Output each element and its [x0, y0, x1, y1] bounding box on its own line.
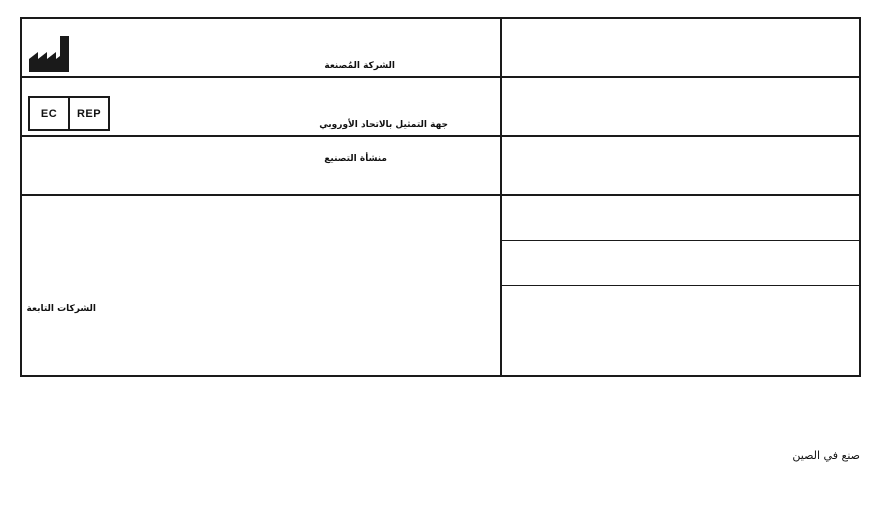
info-table	[20, 17, 861, 377]
ec-rep-symbol-ec: EC	[40, 107, 58, 120]
manufacturing-site-label: منشأة التصنيع	[324, 154, 387, 164]
subsidiaries-label: الشركات التابعة	[26, 304, 96, 314]
row-divider	[22, 194, 859, 196]
subrow-divider	[501, 240, 859, 241]
subrow-divider	[501, 285, 859, 286]
manufacturer-label: الشركة المُصنعة	[324, 61, 395, 71]
row-divider	[22, 76, 859, 78]
row-divider	[22, 135, 859, 137]
ec-rep-label: جهة التمثيل بالاتحاد الأوروبي	[319, 120, 448, 130]
ec-rep-symbol	[28, 96, 110, 131]
made-in-text: صنع في الصين	[792, 449, 860, 462]
factory-icon	[29, 36, 69, 72]
column-divider	[500, 19, 502, 375]
ec-rep-symbol-rep: REP	[68, 98, 108, 129]
